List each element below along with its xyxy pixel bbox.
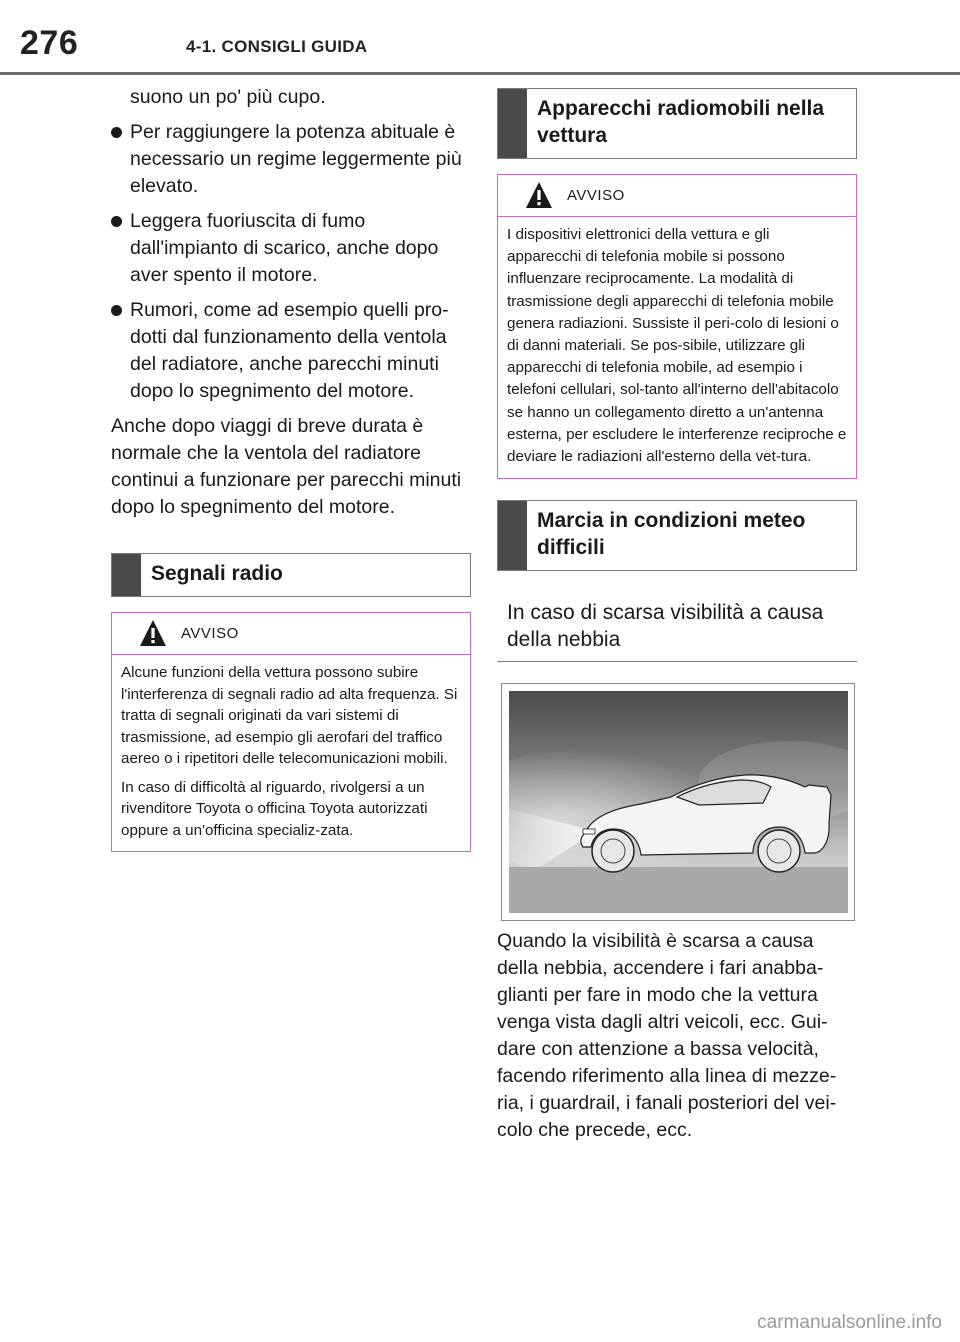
warning-text: I dispositivi elettronici della vettura e gli apparecchi di telefonia mobile si possono influenzare reciprocamente. La modalità di trasmissione degli apparecchi di telefonia mobile genera radiazioni. Sussiste il peri-colo di lesioni o di danni materiali. Se pos-sibile, utilizzare gli apparecchi di telefonia mobile, ad esempio i telefoni cellulari, sol-tanto all'interno dell'abitacolo se hanno un collegamento diretto a un'antenna esterna, per escludere le interferenze reciproche e deviare le radiazioni all'esterno della vet-tura.: [507, 226, 847, 466]
section-title: Apparecchi radiomobili nella vettura: [537, 97, 825, 147]
warning-body: [498, 217, 856, 478]
warning-box: [497, 174, 857, 479]
warning-text: In caso di difficoltà al riguardo, rivolgersi a un rivenditore Toyota o officina Toyota autorizzati oppure a un'officina specializ-zata.: [121, 778, 428, 839]
watermark: carmanualsonline.info: [757, 1312, 942, 1333]
warning-body: [112, 655, 470, 851]
warning-label: AVVISO: [567, 187, 625, 204]
bullet-list: [111, 119, 471, 405]
body-paragraph: Quando la visibilità è scarsa a causa della nebbia, accendere i fari anabba-glianti per fare in modo che la vettura venga vista dagli altri veicoli, ecc. Gui-dare con attenzione a bassa velocità, facendo riferimento alla linea di mezze-ria, i guardrail, i fanali posteriori del vei-colo che precede, ecc.: [497, 930, 837, 1142]
bullet-icon: [111, 305, 122, 316]
warning-box: [111, 612, 471, 852]
page-number: 276: [20, 24, 79, 62]
section-bar: [498, 89, 527, 158]
warning-icon: [525, 181, 553, 209]
bullet-icon: [111, 216, 122, 227]
section-bar: [112, 554, 141, 596]
section-bar: [498, 501, 527, 570]
warning-header: [112, 613, 470, 655]
warning-icon: [139, 619, 167, 647]
bullet-icon: [111, 127, 122, 138]
left-column: [111, 84, 471, 852]
section-header-segnali-radio: [111, 553, 471, 597]
header-rule: [0, 72, 960, 75]
section-header-meteo: [497, 500, 857, 571]
list-item: Rumori, come ad esempio quelli pro-dotti dal funzionamento della ventola del radiatore, anche parecchi minuti dopo lo spegnimento del motore.: [111, 297, 471, 405]
chapter-title: 4-1. CONSIGLI GUIDA: [186, 37, 368, 56]
section-title: Segnali radio: [151, 562, 283, 585]
section-header-apparecchi: [497, 88, 857, 159]
section-title: Marcia in condizioni meteo difficili: [537, 509, 806, 560]
subsection-title: In caso di scarsa visibilità a causa della nebbia: [497, 595, 857, 662]
car-in-fog-image: [509, 691, 848, 913]
warning-label: AVVISO: [181, 625, 239, 642]
continued-text: suono un po' più cupo.: [130, 86, 326, 108]
list-item: Per raggiungere la potenza abituale è necessario un regime leggermente più elevato.: [111, 119, 471, 200]
fog-illustration: [501, 683, 855, 921]
right-column: [497, 88, 857, 1144]
warning-text: Alcune funzioni della vettura possono subire l'interferenza di segnali radio ad alta frequenza. Si tratta di segnali originati da vari sistemi di trasmissione, ad esempio gli aerofari del traffico aereo o i ripetitori delle telecomunicazioni mobili.: [121, 664, 458, 767]
warning-header: [498, 175, 856, 217]
body-paragraph: Anche dopo viaggi di breve durata è normale che la ventola del radiatore continui a funzionare per parecchi minuti dopo lo spegnimento del motore.: [111, 415, 462, 518]
fog-illustration-image: [509, 691, 848, 913]
list-item: Leggera fuoriuscita di fumo dall'impianto di scarico, anche dopo aver spento il motore.: [111, 208, 471, 289]
